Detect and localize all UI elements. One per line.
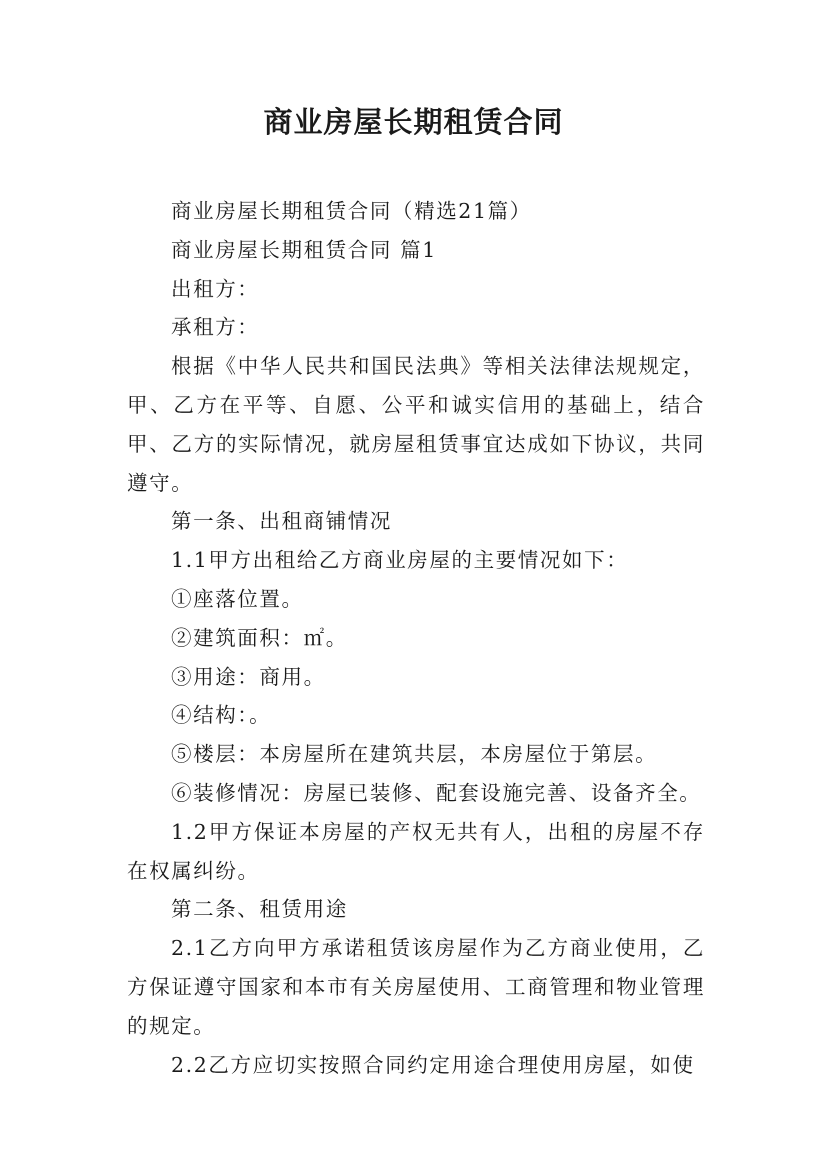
paragraph-article-2-heading: 第二条、租赁用途 [171, 897, 348, 922]
paragraph-item-area: ②建筑面积：㎡。 [171, 625, 348, 650]
paragraph-article-1-heading: 第一条、出租商铺情况 [171, 509, 392, 534]
paragraph-item-decoration: ⑥装修情况：房屋已装修、配套设施完善、设备齐全。 [171, 780, 702, 805]
paragraph-clause-2-2: 2.2乙方应切实按照合同约定用途合理使用房屋，如使 [171, 1052, 695, 1077]
paragraph-section-heading: 商业房屋长期租赁合同 篇1 [171, 237, 437, 262]
document-title: 商业房屋长期租赁合同 [263, 105, 564, 139]
document-body [127, 192, 705, 1084]
paragraph-subtitle: 商业房屋长期租赁合同（精选21篇） [171, 199, 532, 223]
paragraph-lessor: 出租方： [171, 276, 260, 301]
paragraph-clause-1-1: 1.1甲方出租给乙方商业房屋的主要情况如下： [171, 548, 629, 573]
paragraph-preamble: 根据《中华人民共和国民法典》等相关法律法规规定，甲、乙方在平等、自愿、公平和诚实信用的基础上，结合甲、乙方的实际情况，就房屋租赁事宜达成如下协议，共同遵守。 [127, 354, 705, 495]
paragraph-item-usage: ③用途：商用。 [171, 664, 326, 689]
paragraph-item-structure: ④结构：。 [171, 703, 272, 728]
paragraph-item-location: ①座落位置。 [171, 586, 304, 611]
paragraph-item-floor: ⑤楼层：本房屋所在建筑共层，本房屋位于第层。 [171, 742, 658, 767]
paragraph-clause-2-1: 2.1乙方向甲方承诺租赁该房屋作为乙方商业使用，乙方保证遵守国家和本市有关房屋使用、工商管理和物业管理的规定。 [127, 936, 705, 1038]
paragraph-clause-1-2: 1.2甲方保证本房屋的产权无共有人，出租的房屋不存在权属纠纷。 [127, 819, 705, 883]
paragraph-lessee: 承租方： [171, 315, 260, 340]
